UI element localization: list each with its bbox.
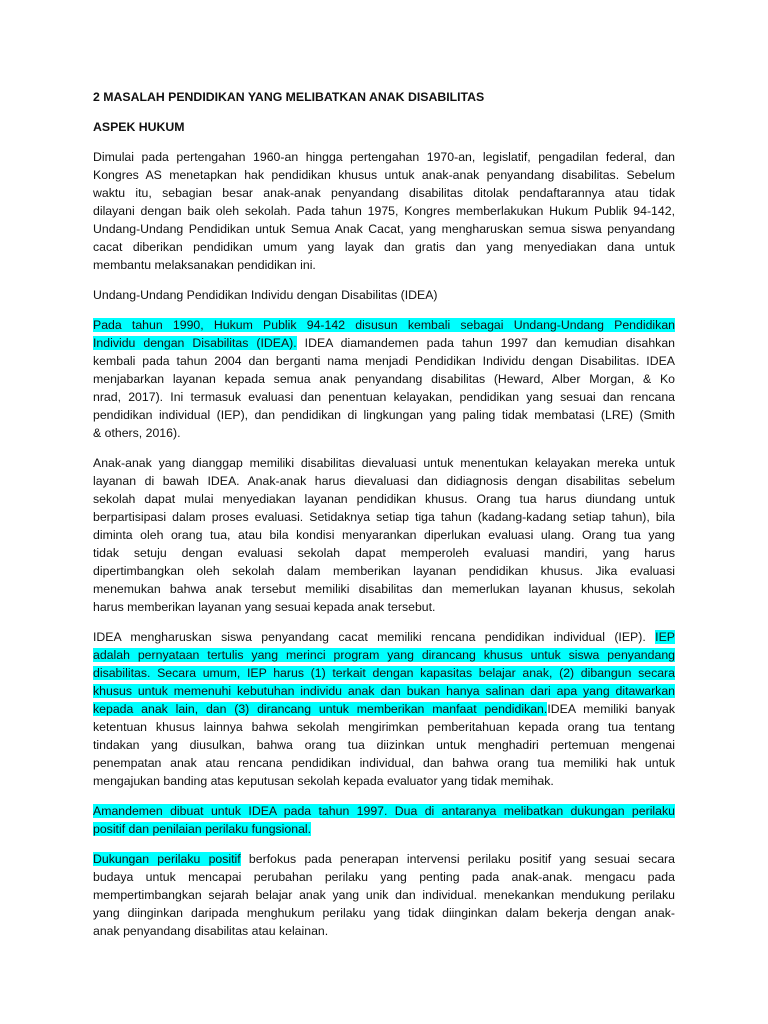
text-line: dipertimbangkan oleh sekolah dalam memberikan layanan pendidikan khusus. Jika evaluasi — [93, 564, 675, 578]
text-line: tidak setuju dengan evaluasi sekolah dapat memperoleh evaluasi mandiri, yang harus — [93, 546, 675, 560]
text-line: Undang-Undang Pendidikan untuk Semua Anak Cacat, yang mengharuskan semua siswa penyandang — [93, 222, 675, 236]
text-line: cacat diberikan pendidikan umum yang layak dan gratis dan yang menyediakan dana untuk — [93, 240, 675, 254]
text-line: yang diinginkan daripada menghukum perilaku yang tidak diinginkan dalam bekerja dengan anak- — [93, 906, 675, 920]
text-line: waktu itu, sebagian besar anak-anak penyandang disabilitas ditolak pendaftarannya atau tidak — [93, 186, 675, 200]
text-line — [93, 316, 675, 334]
highlighted-text: Pada tahun 1990, Hukum Publik 94-142 disusun kembali sebagai Undang-Undang Pendidikan — [93, 318, 675, 332]
text-line — [93, 700, 675, 718]
highlighted-text: Amandemen dibuat untuk IDEA pada tahun 1997. Dua di antaranya melibatkan dukungan perilaku — [93, 804, 675, 818]
highlighted-text: disabilitas. Secara umum, IEP harus (1) terkait dengan kapasitas belajar anak, (2) dibangun secara — [93, 666, 675, 680]
text-line: Anak-anak yang dianggap memiliki disabilitas dievaluasi untuk menentukan kelayakan mereka untuk — [93, 456, 675, 470]
text-line — [93, 820, 675, 838]
paragraph-2 — [93, 316, 675, 442]
text-line — [93, 850, 675, 868]
paragraph-4 — [93, 628, 675, 790]
text-line: anak penyandang disabilitas atau kelainan. — [93, 924, 329, 938]
text-line: mengajukan banding atas keputusan sekolah kepada evaluator yang tidak memihak. — [93, 774, 554, 788]
highlighted-text: Individu dengan Disabilitas (IDEA). — [93, 336, 297, 350]
text-line — [93, 628, 675, 646]
plain-text: IDEA memiliki banyak — [547, 702, 675, 716]
text-line: harus memberikan layanan yang sesuai kepada anak tersebut. — [93, 600, 436, 614]
text-line — [93, 334, 675, 352]
text-line: mempertimbangkan sejarah belajar anak yang unik dan individual. menekankan mendukung perilaku — [93, 888, 675, 902]
text-line: nrad, 2017). Ini termasuk evaluasi dan penentuan kelayakan, pendidikan yang sesuai dan rencana — [93, 390, 675, 404]
text-line — [93, 664, 675, 682]
highlighted-text: adalah pernyataan tertulis yang merinci program yang dirancang khusus untuk siswa penyandang — [93, 648, 675, 662]
highlighted-text: Dukungan perilaku positif — [93, 852, 241, 866]
idea-subheading: Undang-Undang Pendidikan Individu dengan Disabilitas (IDEA) — [93, 288, 438, 302]
text-line: ketentuan khusus lainnya bahwa sekolah mengirimkan pemberitahuan kepada orang tua tentang — [93, 720, 675, 734]
text-line: Dimulai pada pertengahan 1960-an hingga pertengahan 1970-an, legislatif, pengadilan federal, dan — [93, 150, 675, 164]
text-line: diminta oleh orang tua, atau bila kondisi menyarankan diperlukan evaluasi ulang. Orang tua yang — [93, 528, 675, 542]
text-line: menemukan bahwa anak tersebut memiliki disabilitas dan memerlukan layanan khusus, sekolah — [93, 582, 675, 596]
text-line — [93, 682, 675, 700]
highlighted-text: positif dan penilaian perilaku fungsional. — [93, 822, 312, 836]
highlighted-text: IEP — [655, 630, 675, 644]
text-line: tindakan yang diusulkan, bahwa orang tua diizinkan untuk menghadiri pertemuan mengenai — [93, 738, 675, 752]
text-line: sekolah dapat mulai menyediakan layanan pendidikan khusus. Orang tua harus diundang untuk — [93, 492, 675, 506]
plain-text: IDEA mengharuskan siswa penyandang cacat memiliki rencana pendidikan individual (IEP). — [93, 630, 656, 644]
text-line — [93, 646, 675, 664]
text-line: Kongres AS menetapkan hak pendidikan khusus untuk anak-anak penyandang disabilitas. Sebelum — [93, 168, 675, 182]
text-line: dilayani dengan baik oleh sekolah. Pada tahun 1975, Kongres memberlakukan Hukum Publik 94-142, — [93, 204, 675, 218]
text-line: & others, 2016). — [93, 426, 181, 440]
paragraph-6 — [93, 850, 675, 940]
paragraph-5 — [93, 802, 675, 838]
document-title: 2 MASALAH PENDIDIKAN YANG MELIBATKAN ANAK DISABILITAS — [93, 90, 485, 104]
text-line: berpartisipasi dalam proses evaluasi. Setidaknya setiap tiga tahun (kadang-kadang setiap tahun), bila — [93, 510, 675, 524]
highlighted-text: khusus untuk memenuhi kebutuhan individu anak dan bukan hanya salinan dari apa yang ditawarkan — [93, 684, 675, 698]
document-page — [93, 88, 675, 952]
plain-text: IDEA diamandemen pada tahun 1997 dan kemudian disahkan — [296, 336, 676, 350]
text-line: menjabarkan layanan kepada semua anak penyandang disabilitas (Heward, Alber Morgan, & Ko — [93, 372, 675, 386]
text-line: penempatan anak atau rencana pendidikan individual, dan bahwa orang tua memiliki hak untuk — [93, 756, 675, 770]
section-heading: ASPEK HUKUM — [93, 120, 185, 134]
text-line — [93, 802, 675, 820]
text-line: membantu melaksanakan pendidikan ini. — [93, 258, 316, 272]
paragraph-1 — [93, 148, 675, 274]
text-line: budaya untuk mencapai perubahan perilaku yang penting pada anak-anak. mengacu pada — [93, 870, 675, 884]
highlighted-text: kepada anak lain, dan (3) dirancang untuk memberikan manfaat pendidikan. — [93, 702, 548, 716]
plain-text: berfokus pada penerapan intervensi perilaku positif yang sesuai secara — [240, 852, 675, 866]
paragraph-3 — [93, 454, 675, 616]
text-line: kembali pada tahun 2004 dan berganti nama menjadi Pendidikan Individu dengan Disabilitas. IDEA — [93, 354, 675, 368]
text-line: layanan di bawah IDEA. Anak-anak harus dievaluasi dan didiagnosis dengan disabilitas sebelum — [93, 474, 675, 488]
text-line: pendidikan individual (IEP), dan pendidikan di lingkungan yang paling tidak membatasi (LRE) (Smith — [93, 408, 675, 422]
